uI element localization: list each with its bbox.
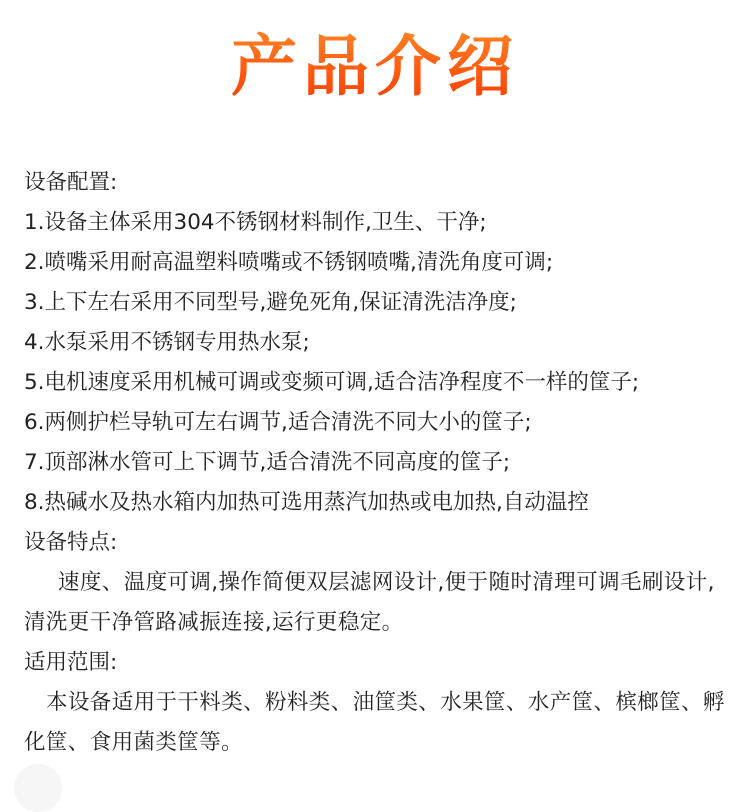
product-description <box>24 163 729 763</box>
config-item-8: 8.热碱水及热水箱内加热可选用蒸汽加热或电加热,自动温控 <box>24 490 589 515</box>
features-text: 速度、温度可调,操作简便双层滤网设计,便于随时清理可调毛刷设计,清洗更干净管路减振连接,运行更稳定。 <box>24 570 715 635</box>
scope-heading: 适用范围: <box>24 650 118 675</box>
scope-text: 本设备适用于干料类、粉料类、油筐类、水果筐、水产筐、槟榔筐、孵化筐、食用菌类筐等。 <box>24 690 725 755</box>
config-item-7: 7.顶部淋水管可上下调节,适合清洗不同高度的筐子; <box>24 450 511 475</box>
config-item-1: 1.设备主体采用304不锈钢材料制作,卫生、干净; <box>24 210 487 235</box>
config-heading: 设备配置: <box>24 170 118 195</box>
config-item-6: 6.两侧护栏导轨可左右调节,适合清洗不同大小的筐子; <box>24 410 532 435</box>
config-item-5: 5.电机速度采用机械可调或变频可调,适合洁净程度不一样的筐子; <box>24 370 640 395</box>
config-item-4: 4.水泵采用不锈钢专用热水泵; <box>24 330 310 355</box>
features-heading: 设备特点: <box>24 530 118 555</box>
corner-decoration <box>14 764 62 812</box>
config-item-3: 3.上下左右采用不同型号,避免死角,保证清洗洁净度; <box>24 290 517 315</box>
page-title: 产品介绍 <box>0 22 750 112</box>
config-item-2: 2.喷嘴采用耐高温塑料喷嘴或不锈钢喷嘴,清洗角度可调; <box>24 250 554 275</box>
